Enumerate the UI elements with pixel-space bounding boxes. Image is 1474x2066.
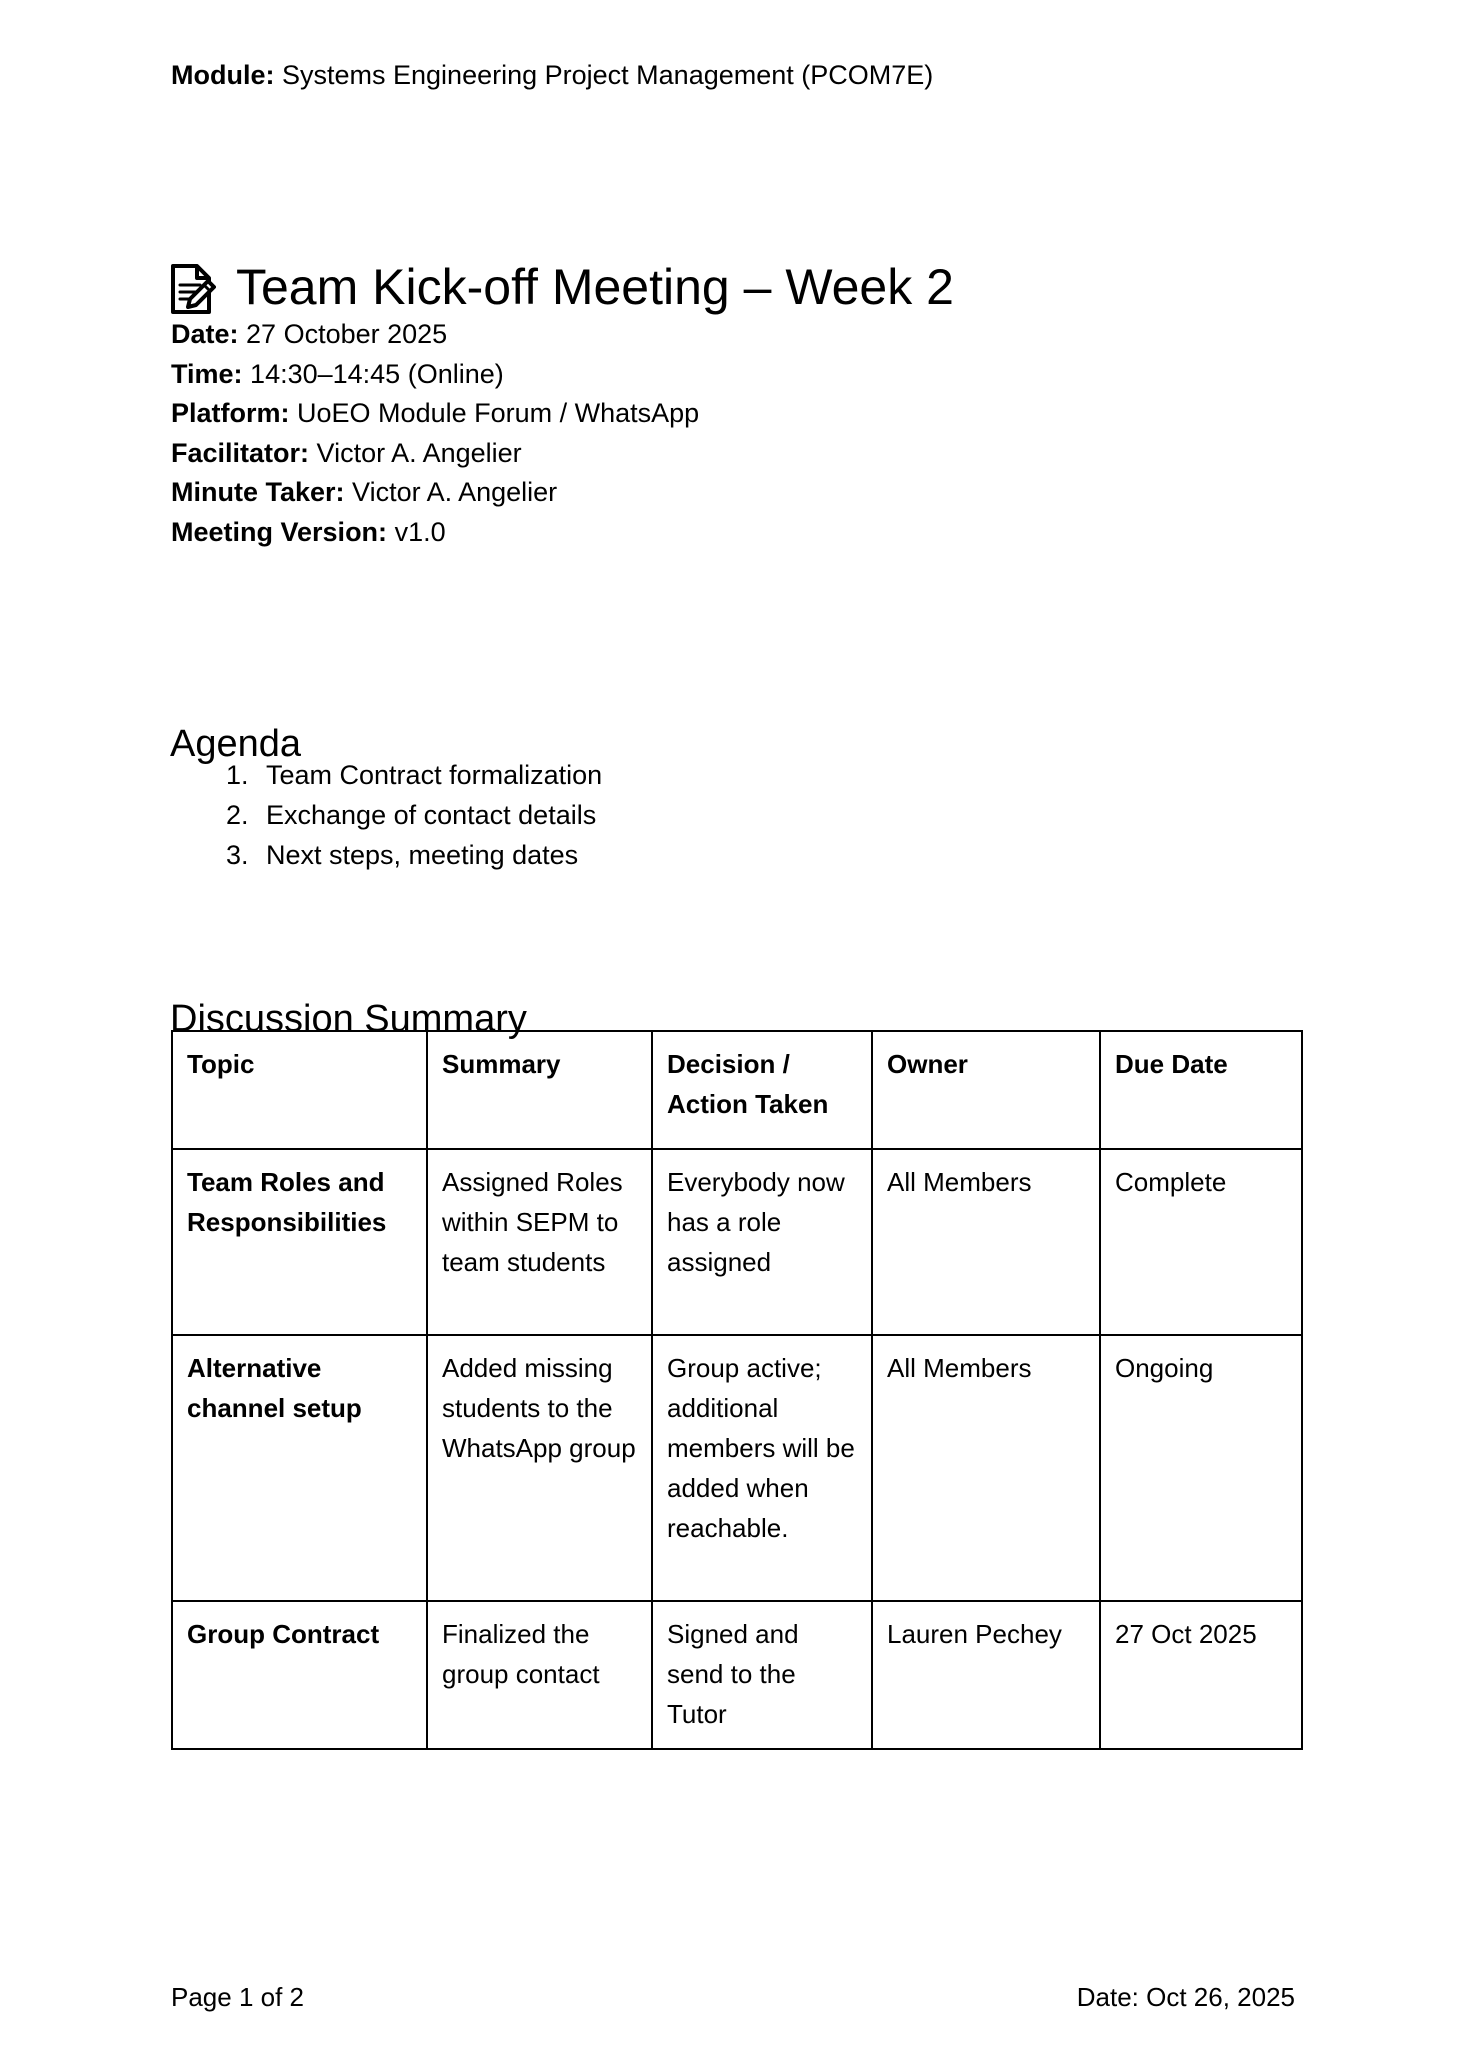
cell-due-date: Ongoing (1100, 1335, 1302, 1601)
module-line (171, 57, 933, 93)
meta-value-time: 14:30–14:45 (Online) (250, 358, 504, 389)
meta-label-meeting-version: Meeting Version: (171, 516, 388, 547)
column-header-decision: Decision / Action Taken (652, 1031, 872, 1149)
meta-label-date: Date: (171, 319, 239, 349)
cell-summary: Added missing students to the WhatsApp group (427, 1335, 652, 1601)
page-title-text: Team Kick-off Meeting – Week 2 (236, 258, 954, 315)
cell-topic: Group Contract (172, 1601, 427, 1749)
module-label: Module: (171, 60, 275, 90)
cell-owner: All Members (872, 1335, 1100, 1601)
cell-summary: Assigned Roles within SEPM to team students (427, 1149, 652, 1335)
table-row (172, 1601, 1302, 1749)
footer-page-number: Page 1 of 2 (171, 1982, 304, 2012)
column-header-owner: Owner (872, 1031, 1100, 1149)
meta-value-date: 27 October 2025 (246, 319, 448, 349)
agenda-item: 2. Exchange of contact details (256, 795, 602, 835)
discussion-summary-table (171, 1030, 1303, 1750)
cell-due-date: Complete (1100, 1149, 1302, 1335)
cell-decision: Everybody now has a role assigned (652, 1149, 872, 1335)
meta-label-facilitator: Facilitator: (171, 437, 310, 468)
cell-decision: Group active; additional members will be added when reachable. (652, 1335, 872, 1601)
cell-topic: Team Roles and Responsibilities (172, 1149, 427, 1335)
agenda-list (171, 755, 602, 875)
meta-row-time (171, 355, 699, 395)
agenda-heading: Agenda (170, 722, 302, 765)
cell-decision: Signed and send to the Tutor (652, 1601, 872, 1749)
meta-value-minute-taker: Victor A. Angelier (352, 477, 558, 507)
table-row (172, 1335, 1302, 1601)
meta-value-meeting-version: v1.0 (394, 516, 446, 547)
meeting-metadata (171, 315, 699, 552)
footer-date: Date: Oct 26, 2025 (1076, 1982, 1295, 2012)
memo-icon (168, 263, 216, 315)
discussion-summary-heading: Discussion Summary (170, 997, 527, 1040)
column-header-topic: Topic (172, 1031, 427, 1149)
table-row (172, 1149, 1302, 1335)
meta-row-date (171, 315, 699, 355)
agenda-item: 1. Team Contract formalization (256, 755, 602, 795)
cell-owner: Lauren Pechey (872, 1601, 1100, 1749)
meta-row-facilitator (171, 434, 699, 474)
column-header-due-date: Due Date (1100, 1031, 1302, 1149)
cell-due-date: 27 Oct 2025 (1100, 1601, 1302, 1749)
table-header-row (172, 1031, 1302, 1149)
meta-value-facilitator: Victor A. Angelier (316, 437, 522, 468)
meta-value-platform: UoEO Module Forum / WhatsApp (297, 398, 700, 428)
agenda-item: 3. Next steps, meeting dates (256, 835, 602, 875)
page-title (168, 256, 954, 318)
module-value: Systems Engineering Project Management (PCOM7E) (282, 60, 934, 90)
meta-label-time: Time: (171, 358, 243, 389)
meta-row-platform (171, 394, 699, 434)
cell-summary: Finalized the group contact (427, 1601, 652, 1749)
meta-row-meeting-version (171, 513, 699, 553)
meta-label-minute-taker: Minute Taker: (171, 477, 345, 507)
column-header-summary: Summary (427, 1031, 652, 1149)
cell-owner: All Members (872, 1149, 1100, 1335)
page-footer (171, 1980, 1303, 2014)
cell-topic: Alternative channel setup (172, 1335, 427, 1601)
meta-row-minute-taker (171, 473, 699, 513)
meta-label-platform: Platform: (171, 398, 290, 428)
